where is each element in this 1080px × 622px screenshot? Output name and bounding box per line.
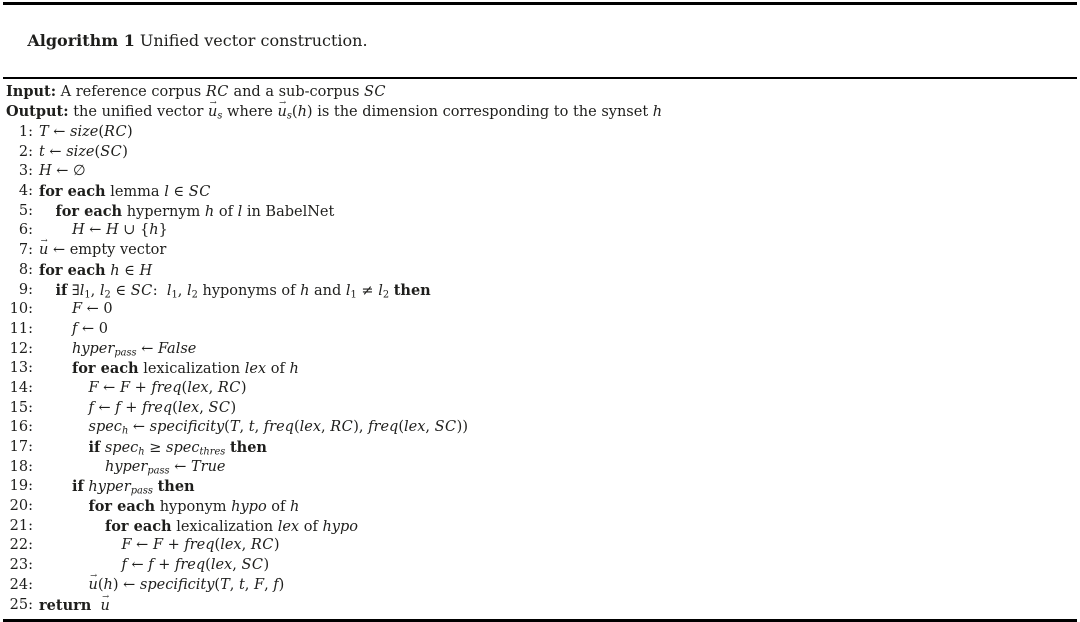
line-number: 3: <box>18 163 33 180</box>
line-number: 20: <box>9 498 33 515</box>
text-segment: then <box>157 478 195 496</box>
line-content <box>33 438 267 458</box>
text-segment: if <box>88 439 101 456</box>
text-segment: , <box>244 576 255 593</box>
text-segment: A reference corpus <box>56 84 206 100</box>
line-content <box>33 281 431 301</box>
text-segment: then <box>393 281 431 299</box>
text-segment: for each <box>105 517 172 535</box>
text-segment: freq <box>151 379 182 396</box>
text-segment: if <box>55 281 68 299</box>
text-segment: ≠ <box>356 282 379 299</box>
vector-symbol: u → <box>39 241 48 261</box>
text-segment: , <box>199 399 209 416</box>
text-segment: , <box>177 282 187 299</box>
line-content <box>33 261 152 281</box>
text-segment: T <box>229 419 240 436</box>
text-segment: )) <box>456 419 468 436</box>
text-segment: l <box>345 282 351 299</box>
vector-symbol: u → <box>101 597 110 617</box>
text-segment: lex <box>177 399 200 416</box>
text-segment: F <box>254 576 265 593</box>
text-segment: lexicalization <box>138 361 245 378</box>
text-segment: f <box>121 557 127 574</box>
line-content <box>33 576 284 596</box>
text-segment: h <box>652 104 663 120</box>
line-content <box>33 458 226 478</box>
text-segment: H <box>72 222 85 239</box>
text-segment: spec <box>166 440 200 456</box>
text-segment: of <box>299 518 323 535</box>
algo-line <box>3 379 1077 399</box>
text-segment: , <box>425 419 435 436</box>
preamble <box>3 79 1077 123</box>
text-segment: ( <box>181 379 188 396</box>
text-segment: + <box>153 557 175 574</box>
text-segment: + <box>120 399 142 416</box>
line-number: 25: <box>9 596 33 613</box>
text-segment: ← <box>128 419 150 436</box>
text-segment: ← <box>98 379 120 396</box>
text-segment: h <box>138 446 145 458</box>
text-segment: ( <box>293 419 300 436</box>
text-segment: freq <box>184 537 215 554</box>
text-segment: for each <box>72 360 139 378</box>
text-segment: ∈ <box>168 184 189 201</box>
text-segment: lex <box>277 518 300 535</box>
line-number: 13: <box>9 360 33 377</box>
algo-line <box>3 359 1077 379</box>
text-segment: h <box>110 262 120 279</box>
text-segment: pass <box>147 465 170 477</box>
text-segment: ), <box>353 419 369 436</box>
text-segment: ) is the dimension corresponding to the synset <box>306 104 653 120</box>
text-segment: ( <box>172 399 178 416</box>
text-segment: freq <box>263 419 294 436</box>
text-segment: ( <box>97 576 104 593</box>
text-segment: lex <box>210 557 233 574</box>
text-segment: l <box>186 282 192 299</box>
algo-line <box>3 477 1077 497</box>
line-number: 10: <box>9 301 33 318</box>
text-segment: and <box>309 282 346 299</box>
text-segment: ← 0 <box>77 320 108 337</box>
text-segment: in BabelNet <box>242 203 335 220</box>
text-segment: ← <box>84 222 107 239</box>
calligraphic-symbol: SC <box>100 143 123 160</box>
text-segment: ← <box>48 124 71 140</box>
text-segment: ( <box>224 419 230 436</box>
line-content <box>33 162 86 182</box>
text-segment: h <box>149 222 159 239</box>
text-segment: ← <box>44 143 67 160</box>
text-segment: spec <box>104 440 139 456</box>
text-segment: s <box>217 110 223 122</box>
text-segment: ← <box>131 537 153 554</box>
text-segment: for each <box>39 261 106 279</box>
text-segment: hypo <box>322 518 358 535</box>
line-number: 19: <box>9 478 33 495</box>
text-segment: h <box>290 499 300 516</box>
line-number: 24: <box>9 576 33 593</box>
text-segment: l <box>99 282 105 299</box>
text-segment: hypo <box>231 499 267 516</box>
line-number: 8: <box>18 261 33 278</box>
text-segment: for each <box>55 202 123 220</box>
text-segment: ← <box>126 557 149 574</box>
algo-line <box>3 536 1077 556</box>
text-segment: spec <box>88 419 122 436</box>
text-segment: H <box>106 222 119 239</box>
text-segment: Input: <box>6 83 57 100</box>
text-segment: h <box>121 425 129 437</box>
text-segment: lex <box>404 419 426 436</box>
text-segment: True <box>190 458 226 475</box>
text-segment: h <box>204 203 215 220</box>
algorithm-title: Unified vector construction. <box>139 31 368 50</box>
text-segment: if <box>72 478 84 496</box>
text-segment: hyponym <box>155 499 232 516</box>
line-content <box>33 497 299 517</box>
text-segment: ← <box>136 340 158 357</box>
text-segment: t <box>238 576 245 593</box>
calligraphic-symbol: SC <box>130 282 153 299</box>
algo-line <box>3 458 1077 478</box>
text-segment: ( <box>98 124 105 140</box>
text-segment: f <box>72 320 78 337</box>
text-segment: 2 <box>382 288 390 300</box>
text-segment: ∃ <box>67 282 80 299</box>
text-segment: h <box>297 104 307 120</box>
algo-line <box>3 300 1077 320</box>
text-segment: , <box>254 419 264 436</box>
line-content <box>33 517 358 537</box>
text-segment: ← <box>93 399 116 416</box>
text-segment: ) <box>230 399 237 416</box>
calligraphic-symbol: SC <box>188 184 211 201</box>
text-segment: then <box>229 439 267 456</box>
text-segment: f <box>115 399 121 416</box>
text-segment: 2 <box>104 288 111 300</box>
algo-line <box>3 556 1077 576</box>
line-number: 2: <box>18 143 33 160</box>
text-segment: ( <box>214 537 221 554</box>
pseudocode-body <box>3 123 1077 617</box>
text-segment: lex <box>244 361 267 378</box>
text-segment: for each <box>39 183 106 201</box>
text-segment: ) <box>240 379 247 396</box>
calligraphic-symbol: SC <box>241 557 264 574</box>
text-segment: F <box>88 379 99 396</box>
line-content <box>33 596 110 616</box>
algo-line <box>3 517 1077 537</box>
text-segment: ) <box>273 537 280 554</box>
text-segment: f <box>148 557 154 574</box>
text-segment: 1 <box>350 288 357 300</box>
algo-line <box>3 438 1077 458</box>
text-segment: hyper <box>105 458 148 475</box>
text-segment: f <box>273 576 279 593</box>
vector-symbol: u → <box>89 576 98 596</box>
line-content <box>33 379 247 399</box>
text-segment: of <box>214 203 238 220</box>
text-segment: l <box>166 282 172 299</box>
text-segment: , <box>241 537 251 554</box>
text-segment: l <box>164 184 169 201</box>
text-segment: h <box>289 361 299 378</box>
line-number: 7: <box>18 242 33 259</box>
algo-line <box>3 418 1077 438</box>
algo-line <box>3 497 1077 517</box>
text-segment: ∪ { <box>118 222 150 239</box>
line-number: 18: <box>9 458 33 475</box>
algorithm-label: Algorithm 1 <box>27 31 135 50</box>
text-segment: , <box>239 419 249 436</box>
text-segment: ( <box>94 143 101 160</box>
algo-line <box>3 202 1077 222</box>
line-number: 1: <box>18 124 33 140</box>
text-segment: ← 0 <box>82 301 113 318</box>
text-segment: s <box>286 110 292 122</box>
text-segment: , <box>208 379 218 396</box>
line-number: 11: <box>9 320 33 337</box>
text-segment: 1 <box>84 288 91 300</box>
text-segment: H <box>39 163 52 180</box>
text-segment: of <box>266 499 291 516</box>
text-segment: ) <box>127 124 133 140</box>
algo-line <box>3 320 1077 340</box>
line-number: 9: <box>18 281 33 298</box>
algo-line <box>3 241 1077 261</box>
text-segment: hypernym <box>122 203 205 220</box>
text-segment: pass <box>130 485 153 497</box>
text-segment: Output: <box>6 103 69 120</box>
text-segment: ( <box>214 576 221 593</box>
line-content <box>33 241 166 261</box>
text-segment: ∈ <box>119 262 140 279</box>
text-segment: ← empty vector <box>48 242 167 259</box>
text-segment <box>91 598 100 614</box>
line-content <box>33 300 113 320</box>
text-segment: h <box>103 576 113 593</box>
text-segment: T <box>39 124 49 140</box>
text-segment: size <box>70 124 99 140</box>
text-segment: where <box>222 104 278 120</box>
text-segment: and a sub-corpus <box>228 84 364 100</box>
algo-line <box>3 123 1077 143</box>
text-segment: False <box>157 340 197 357</box>
text-segment: ( <box>398 419 404 436</box>
text-segment: ) <box>278 576 285 593</box>
line-content <box>33 340 196 360</box>
text-segment: l <box>378 282 383 299</box>
algo-line <box>3 261 1077 281</box>
line-number: 15: <box>9 399 33 416</box>
line-number: 21: <box>9 517 33 534</box>
line-content <box>33 418 468 438</box>
algo-line <box>3 281 1077 301</box>
text-segment: lex <box>220 537 242 554</box>
text-segment: ) ← <box>112 576 140 593</box>
text-segment: freq <box>368 419 399 436</box>
text-segment: ( <box>205 557 211 574</box>
text-segment: thres <box>199 446 226 458</box>
text-segment: H <box>139 262 153 279</box>
text-segment: t <box>39 143 45 160</box>
algorithm-header <box>3 5 1077 77</box>
line-content <box>33 123 133 143</box>
text-segment: ← ∅ <box>51 163 86 180</box>
text-segment: lex <box>299 419 322 436</box>
line-number: 12: <box>9 340 33 357</box>
calligraphic-symbol: RC <box>217 379 241 396</box>
calligraphic-symbol: RC <box>250 537 274 554</box>
calligraphic-symbol: RC <box>330 419 354 436</box>
line-content <box>33 182 211 202</box>
calligraphic-symbol: SC <box>208 399 231 416</box>
text-segment: of <box>266 361 290 378</box>
text-segment: F <box>119 379 130 396</box>
algo-line <box>3 162 1077 182</box>
line-number: 5: <box>18 202 33 219</box>
text-segment: ≥ <box>144 440 167 456</box>
text-segment: } <box>158 222 168 239</box>
line-number: 22: <box>9 537 33 554</box>
text-segment: return <box>39 596 92 614</box>
line-content <box>33 202 334 222</box>
text-segment: F <box>152 537 163 554</box>
text-segment: t <box>248 419 255 436</box>
line-content <box>33 221 168 241</box>
text-segment: freq <box>142 399 173 416</box>
line-content <box>33 399 236 419</box>
text-segment: + <box>163 537 185 554</box>
text-segment: F <box>121 537 132 554</box>
algo-line <box>3 221 1077 241</box>
text-segment: , <box>232 557 242 574</box>
line-content <box>33 477 195 497</box>
line-content <box>33 359 299 379</box>
calligraphic-symbol: RC <box>205 84 229 100</box>
text-segment: , <box>321 419 331 436</box>
algo-line <box>3 576 1077 596</box>
text-segment: , <box>229 576 239 593</box>
algorithm-figure <box>3 2 1077 622</box>
text-segment: size <box>66 143 95 160</box>
text-segment: for each <box>88 498 156 516</box>
text-segment: : <box>152 282 167 299</box>
calligraphic-symbol: SC <box>364 84 387 100</box>
line-number: 16: <box>9 419 33 436</box>
vector-symbol: u → <box>278 103 287 122</box>
text-segment: specificity <box>149 419 225 436</box>
text-segment: the unified vector <box>68 104 209 120</box>
algo-line <box>3 182 1077 202</box>
text-segment: pass <box>114 347 137 359</box>
text-segment: ( <box>291 104 298 120</box>
preamble-line <box>6 82 1077 102</box>
text-segment: , <box>264 576 274 593</box>
text-segment: 2 <box>191 288 198 300</box>
calligraphic-symbol: SC <box>434 419 457 436</box>
line-content <box>33 556 269 576</box>
text-segment: ∈ <box>110 282 131 299</box>
text-segment: l <box>79 282 85 299</box>
vector-symbol: u → <box>208 103 217 122</box>
text-segment: lemma <box>105 184 165 201</box>
algo-line <box>3 399 1077 419</box>
text-segment: lex <box>187 379 209 396</box>
preamble-line <box>6 102 1077 122</box>
text-segment: h <box>300 282 310 299</box>
text-segment: hyper <box>72 340 115 357</box>
text-segment: 1 <box>171 288 178 300</box>
line-number: 17: <box>9 439 33 455</box>
text-segment: ) <box>122 143 128 160</box>
text-segment: freq <box>175 557 206 574</box>
text-segment: hyponyms of <box>197 282 301 299</box>
text-segment: hyper <box>88 479 131 496</box>
text-segment: ← <box>169 458 191 475</box>
algo-line <box>3 143 1077 163</box>
text-segment: + <box>130 379 152 396</box>
algo-line <box>3 340 1077 360</box>
line-number: 4: <box>18 183 33 200</box>
line-content <box>33 536 280 556</box>
text-segment: ) <box>263 557 270 574</box>
text-segment: l <box>237 203 243 220</box>
text-segment: F <box>72 301 83 318</box>
algo-line <box>3 596 1077 616</box>
calligraphic-symbol: RC <box>104 124 128 140</box>
line-number: 23: <box>9 557 33 574</box>
text-segment: f <box>88 399 94 416</box>
text-segment: T <box>220 576 230 593</box>
line-content <box>33 143 128 163</box>
line-content <box>33 320 108 340</box>
text-segment: lexicalization <box>171 518 278 535</box>
line-number: 14: <box>9 379 33 396</box>
text-segment: , <box>90 282 100 299</box>
text-segment: specificity <box>139 576 215 593</box>
line-number: 6: <box>18 222 33 239</box>
